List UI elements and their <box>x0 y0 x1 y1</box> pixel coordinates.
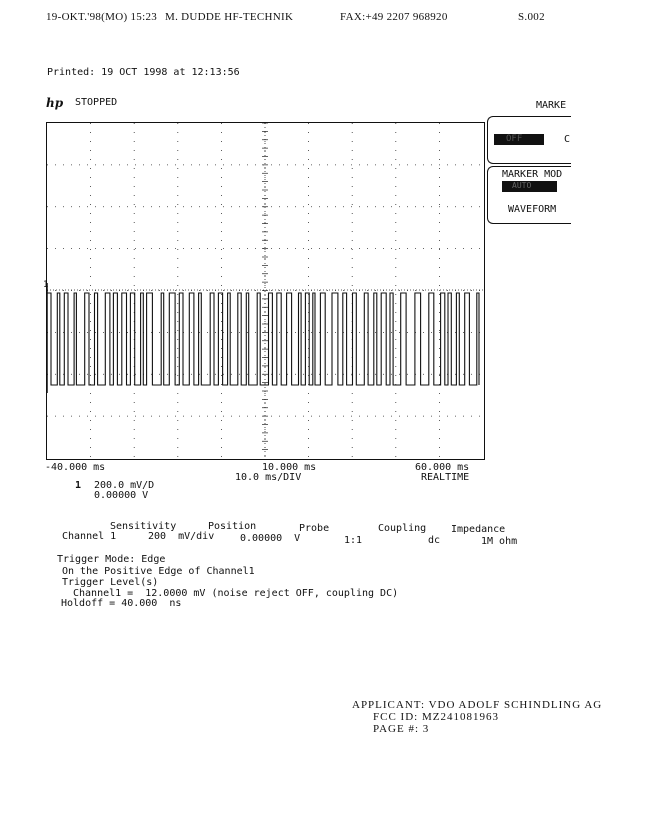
timebase-label: 10.0 ms/DIV <box>235 472 302 483</box>
header-impedance: Impedance <box>451 524 506 535</box>
hp-logo: hp <box>46 96 64 110</box>
time-right-label: 60.000 ms <box>415 462 470 473</box>
trigger-levels-label: Trigger Level(s) <box>62 577 159 588</box>
fax-page: S.002 <box>518 11 545 23</box>
marker-on-label: C <box>564 134 571 145</box>
marker-mode-highlight <box>502 181 557 192</box>
waveform-trace <box>47 293 479 385</box>
oscilloscope-display <box>46 122 485 460</box>
header-sensitivity: Sensitivity <box>110 521 177 532</box>
marker-mode-value: AUTO <box>512 181 532 190</box>
acq-mode-label: REALTIME <box>421 472 470 483</box>
trigger-holdoff: Holdoff = 40.000 ns <box>61 598 182 609</box>
applicant-line: APPLICANT: VDO ADOLF SCHINDLING AG <box>352 699 603 711</box>
marker-mode-title: MARKER MOD <box>502 169 563 180</box>
row-sensitivity: 200 mV/div <box>148 531 215 542</box>
row-position: 0.00000 V <box>240 533 301 544</box>
trigger-level: Channel1 = 12.0000 mV (noise reject OFF, coupling DC) <box>73 588 399 599</box>
waveform-plot <box>47 123 483 458</box>
time-left-label: -40.000 ms <box>45 462 106 473</box>
marker-softkey-title: MARKE <box>536 100 567 111</box>
fax-number: FAX:+49 2207 968920 <box>340 11 448 23</box>
marker-softkey[interactable] <box>487 116 571 164</box>
fax-sender: M. DUDDE HF-TECHNIK <box>165 11 294 23</box>
channel-offset: 0.00000 V <box>94 490 149 501</box>
marker-off-label: OFF <box>506 134 523 144</box>
trigger-mode: Trigger Mode: Edge <box>57 554 166 565</box>
channel-volts-div: 200.0 mV/D <box>94 480 155 491</box>
channel-number: 1 <box>75 480 82 491</box>
marker-mode-softkey[interactable] <box>487 166 571 224</box>
header-probe: Probe <box>299 523 330 534</box>
channel-marker: 1 <box>43 280 49 290</box>
row-coupling: dc <box>428 535 441 546</box>
header-position: Position <box>208 521 257 532</box>
row-channel: Channel 1 <box>62 531 117 542</box>
time-center-label: 10.000 ms <box>262 462 317 473</box>
row-probe: 1:1 <box>344 535 363 546</box>
waveform-softkey-label: WAVEFORM <box>508 204 557 215</box>
marker-off-highlight <box>494 134 544 145</box>
fcc-id-line: FCC ID: MZ241081963 <box>373 711 499 723</box>
scope-status: STOPPED <box>75 97 118 108</box>
trigger-edge: On the Positive Edge of Channel1 <box>62 566 255 577</box>
header-coupling: Coupling <box>378 523 427 534</box>
row-impedance: 1M ohm <box>481 536 518 547</box>
fax-datetime: 19-OKT.'98(MO) 15:23 <box>46 11 158 23</box>
printed-timestamp: Printed: 19 OCT 1998 at 12:13:56 <box>47 67 240 78</box>
page-number-line: PAGE #: 3 <box>373 723 430 735</box>
